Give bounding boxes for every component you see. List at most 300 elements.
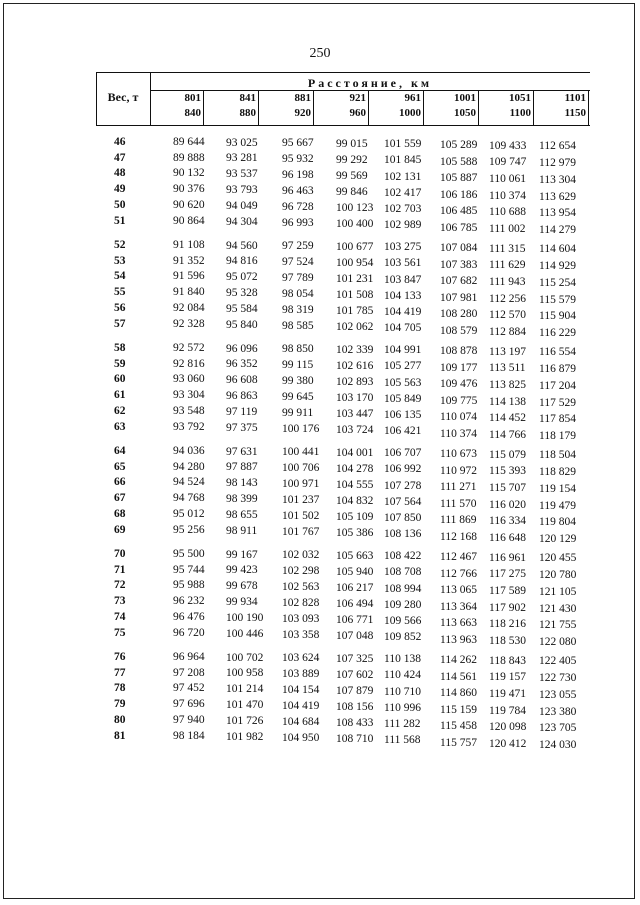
weight-cell: 55: [114, 286, 126, 299]
value-cell: 117 854: [539, 413, 576, 426]
value-cell: 107 048: [336, 629, 374, 642]
value-cell: 110 688: [489, 206, 526, 219]
value-cell: 93 304: [173, 389, 205, 402]
weight-cell: 48: [114, 167, 126, 180]
value-cell: 107 564: [384, 495, 422, 508]
value-cell: 90 376: [173, 183, 205, 196]
value-cell: 116 648: [489, 532, 526, 545]
value-cell: 102 032: [282, 549, 320, 562]
value-cell: 120 412: [489, 738, 527, 751]
weight-cell: 73: [114, 595, 126, 608]
value-cell: 105 588: [440, 155, 478, 168]
value-cell: 94 524: [173, 476, 205, 489]
value-cell: 100 677: [336, 240, 374, 253]
value-cell: 103 624: [282, 652, 320, 665]
weight-cell: 70: [114, 548, 126, 560]
value-cell: 116 229: [539, 327, 576, 340]
value-cell: 120 098: [489, 721, 527, 734]
value-cell: 113 954: [539, 207, 576, 220]
value-cell: 112 467: [440, 551, 477, 563]
value-cell: 100 400: [336, 217, 374, 230]
table-row: [0, 286, 640, 306]
value-cell: 101 785: [336, 304, 374, 317]
table-row: [0, 167, 640, 186]
value-cell: 95 012: [173, 507, 205, 520]
value-cell: 111 315: [489, 242, 526, 255]
weight-cell: 64: [114, 445, 126, 457]
value-cell: 91 840: [173, 286, 205, 299]
distance-column-header: [315, 91, 369, 126]
range-from: 841: [239, 92, 256, 104]
value-cell: 114 604: [539, 243, 576, 256]
value-cell: 93 548: [173, 404, 205, 417]
distance-column-header: [150, 91, 204, 126]
table-row: [0, 445, 640, 461]
table-row: [0, 507, 640, 529]
value-cell: 104 684: [282, 715, 320, 728]
value-cell: 108 994: [384, 582, 422, 595]
value-cell: 104 832: [336, 494, 374, 507]
value-cell: 95 584: [226, 302, 258, 315]
value-cell: 95 667: [282, 137, 314, 150]
table-row: [0, 651, 640, 667]
value-cell: 91 108: [173, 239, 205, 251]
value-cell: 117 902: [489, 601, 526, 614]
value-cell: 98 399: [226, 492, 258, 505]
table-row: [0, 214, 640, 237]
weight-cell: 57: [114, 317, 126, 330]
value-cell: 95 744: [173, 563, 205, 576]
value-cell: 118 530: [489, 635, 526, 648]
value-cell: 99 645: [282, 390, 314, 403]
value-cell: 106 217: [336, 581, 374, 594]
table-row: [0, 358, 640, 374]
value-cell: 105 386: [336, 526, 374, 539]
value-cell: 96 198: [282, 168, 314, 181]
value-cell: 113 963: [440, 633, 477, 646]
value-cell: 101 231: [336, 272, 374, 285]
value-cell: 93 025: [226, 136, 258, 149]
range-to: 840: [184, 107, 201, 119]
value-cell: 95 840: [226, 318, 258, 331]
weight-cell: 71: [114, 563, 126, 576]
value-cell: 93 281: [226, 152, 258, 165]
value-cell: 94 049: [226, 199, 258, 212]
weight-column-header: Вес, т: [107, 90, 139, 104]
distance-column-header: [425, 91, 479, 126]
value-cell: 100 176: [282, 422, 320, 435]
weight-cell: 54: [114, 270, 126, 283]
weight-cell: 66: [114, 476, 126, 489]
weight-cell: 47: [114, 151, 126, 164]
value-cell: 102 417: [384, 186, 422, 199]
value-cell: 106 785: [440, 221, 478, 234]
table-row: [0, 682, 640, 701]
value-cell: 119 154: [539, 482, 576, 495]
value-cell: 124 030: [539, 739, 577, 752]
value-cell: 95 072: [226, 271, 258, 284]
value-cell: 89 644: [173, 136, 205, 148]
table-row: [0, 317, 640, 340]
weight-cell: 75: [114, 626, 126, 639]
value-cell: 102 616: [336, 359, 374, 372]
value-cell: 118 216: [489, 618, 526, 631]
value-cell: 98 585: [282, 319, 314, 332]
value-cell: 115 707: [489, 481, 526, 494]
value-cell: 101 767: [282, 525, 320, 538]
range-from: 921: [349, 92, 366, 104]
weight-cell: 65: [114, 460, 126, 473]
value-cell: 112 766: [440, 567, 477, 580]
value-cell: 103 275: [384, 241, 422, 254]
value-cell: 102 298: [282, 565, 320, 578]
value-cell: 97 208: [173, 666, 205, 679]
value-cell: 95 256: [173, 523, 205, 536]
value-cell: 97 259: [282, 240, 314, 253]
value-cell: 118 179: [539, 430, 576, 443]
value-cell: 115 079: [489, 448, 526, 461]
value-cell: 92 084: [173, 301, 205, 314]
value-cell: 114 138: [489, 395, 526, 408]
value-cell: 99 167: [226, 548, 258, 561]
value-cell: 97 631: [226, 445, 258, 458]
weight-cell: 80: [114, 713, 126, 726]
value-cell: 117 204: [539, 379, 576, 392]
value-cell: 116 961: [489, 551, 526, 564]
value-cell: 115 904: [539, 310, 576, 323]
value-cell: 107 278: [384, 479, 422, 492]
table-row: [0, 389, 640, 409]
value-cell: 122 730: [539, 671, 577, 684]
table-row: [0, 461, 640, 477]
value-cell: 90 864: [173, 214, 205, 227]
weight-cell: 62: [114, 404, 126, 417]
value-cell: 121 755: [539, 619, 577, 632]
value-cell: 106 771: [336, 613, 374, 626]
table-row: [0, 301, 640, 323]
value-cell: 118 843: [489, 654, 526, 667]
table-row: [0, 183, 640, 203]
value-cell: 110 996: [384, 701, 421, 714]
value-cell: 114 279: [539, 224, 576, 237]
range-from: 1001: [454, 92, 476, 104]
value-cell: 89 888: [173, 151, 205, 164]
value-cell: 103 724: [336, 423, 374, 436]
value-cell: 94 280: [173, 460, 205, 473]
value-cell: 97 789: [282, 271, 314, 284]
value-cell: 94 304: [226, 215, 258, 228]
value-cell: 92 328: [173, 317, 205, 330]
value-cell: 108 579: [440, 324, 478, 337]
value-cell: 119 784: [489, 704, 526, 717]
value-cell: 105 109: [336, 510, 374, 523]
table-row: [0, 342, 640, 358]
value-cell: 102 131: [384, 170, 422, 183]
value-cell: 94 816: [226, 255, 258, 268]
value-cell: 96 993: [282, 216, 314, 229]
value-cell: 94 768: [173, 492, 205, 505]
value-cell: 103 170: [336, 391, 374, 404]
value-cell: 96 463: [282, 184, 314, 197]
weight-cell: 81: [114, 729, 126, 742]
value-cell: 105 563: [384, 376, 422, 389]
table-row: [0, 595, 640, 615]
value-cell: 102 989: [384, 219, 422, 231]
distance-column-header: [535, 91, 589, 126]
table-row: [0, 610, 640, 632]
value-cell: 96 964: [173, 651, 205, 663]
value-cell: 96 608: [226, 374, 258, 387]
value-cell: 112 570: [489, 309, 526, 322]
value-cell: 105 663: [336, 549, 374, 562]
value-cell: 100 971: [282, 477, 320, 490]
table-row: [0, 255, 640, 271]
value-cell: 114 929: [539, 259, 576, 272]
value-cell: 113 065: [440, 584, 477, 597]
table-row: [0, 420, 640, 443]
value-cell: 96 096: [226, 342, 258, 355]
value-cell: 120 455: [539, 552, 577, 565]
range-to: 880: [239, 107, 256, 119]
range-to: 1150: [564, 107, 586, 119]
value-cell: 115 159: [440, 703, 477, 716]
value-cell: 99 934: [226, 595, 258, 608]
value-cell: 100 958: [226, 667, 264, 680]
value-cell: 111 568: [384, 734, 421, 746]
table-row: [0, 713, 640, 735]
value-cell: 114 262: [440, 654, 477, 666]
value-cell: 93 793: [226, 183, 258, 196]
value-cell: 108 708: [384, 566, 422, 579]
value-cell: 111 629: [489, 259, 526, 272]
table-row: [0, 667, 640, 683]
value-cell: 113 511: [489, 362, 526, 375]
value-cell: 121 105: [539, 585, 577, 598]
value-cell: 113 663: [440, 617, 477, 630]
value-cell: 101 502: [282, 509, 320, 522]
distance-group-header: Расстояние, км: [307, 76, 433, 90]
value-cell: 110 138: [384, 653, 421, 666]
value-cell: 106 485: [440, 205, 478, 218]
value-cell: 109 747: [489, 156, 527, 169]
value-cell: 112 168: [440, 530, 477, 543]
weight-cell: 68: [114, 507, 126, 520]
value-cell: 110 424: [384, 669, 421, 682]
value-cell: 114 561: [440, 670, 477, 683]
weight-cell: 77: [114, 666, 126, 679]
value-cell: 107 850: [384, 511, 422, 524]
value-cell: 103 847: [384, 273, 422, 286]
distance-column-header: [260, 91, 314, 126]
value-cell: 98 054: [282, 287, 314, 300]
value-cell: 94 560: [226, 239, 258, 252]
table-row: [0, 239, 640, 255]
value-cell: 104 419: [384, 305, 422, 318]
range-from: 881: [294, 92, 311, 104]
value-cell: 110 374: [440, 427, 477, 440]
weight-cell: 46: [114, 136, 126, 148]
table-row: [0, 270, 640, 289]
value-cell: 106 186: [440, 188, 478, 201]
value-cell: 104 950: [282, 731, 320, 744]
value-cell: 117 589: [489, 584, 526, 597]
value-cell: 101 470: [226, 698, 264, 711]
weight-cell: 51: [114, 214, 126, 227]
value-cell: 104 555: [336, 478, 374, 491]
value-cell: 111 869: [440, 514, 477, 527]
value-cell: 96 720: [173, 626, 205, 639]
value-cell: 107 084: [440, 242, 478, 254]
value-cell: 95 988: [173, 579, 205, 592]
weight-cell: 76: [114, 651, 126, 663]
value-cell: 99 846: [336, 185, 368, 198]
value-cell: 110 074: [440, 411, 477, 424]
value-cell: 105 277: [384, 360, 422, 373]
table-row: [0, 373, 640, 392]
value-cell: 104 705: [384, 322, 422, 334]
value-cell: 105 887: [440, 172, 478, 185]
weight-cell: 53: [114, 254, 126, 267]
value-cell: 97 940: [173, 713, 205, 726]
value-cell: 110 972: [440, 464, 477, 477]
table-row: [0, 626, 640, 649]
table-row: [0, 404, 640, 426]
value-cell: 100 123: [336, 201, 374, 214]
value-cell: 116 554: [539, 346, 576, 359]
value-cell: 96 352: [226, 358, 258, 371]
range-to: 960: [349, 107, 366, 119]
value-cell: 115 393: [489, 465, 526, 478]
range-to: 1050: [454, 107, 476, 119]
value-cell: 98 911: [226, 524, 258, 537]
weight-cell: 59: [114, 357, 126, 370]
value-cell: 103 561: [384, 257, 422, 270]
value-cell: 107 879: [336, 684, 374, 697]
weight-cell: 58: [114, 342, 126, 354]
value-cell: 113 304: [539, 173, 576, 186]
value-cell: 119 804: [539, 516, 576, 529]
value-cell: 102 563: [282, 580, 320, 593]
value-cell: 102 828: [282, 596, 320, 609]
table-row: [0, 579, 640, 598]
value-cell: 109 177: [440, 361, 478, 374]
value-cell: 102 339: [336, 343, 374, 356]
value-cell: 102 703: [384, 202, 422, 215]
value-cell: 100 441: [282, 446, 320, 459]
weight-cell: 50: [114, 198, 126, 211]
value-cell: 105 849: [384, 392, 422, 405]
value-cell: 96 476: [173, 610, 205, 623]
weight-cell: 67: [114, 492, 126, 505]
weight-cell: 49: [114, 183, 126, 196]
distance-column-header: [480, 91, 534, 126]
value-cell: 97 696: [173, 698, 205, 711]
range-from: 1051: [509, 92, 531, 104]
value-cell: 97 452: [173, 682, 205, 695]
value-cell: 109 433: [489, 139, 527, 152]
value-cell: 101 982: [226, 730, 264, 743]
value-cell: 101 214: [226, 683, 264, 696]
table-row: [0, 476, 640, 495]
value-cell: 111 002: [489, 223, 526, 236]
value-cell: 99 423: [226, 564, 258, 577]
value-cell: 118 504: [539, 449, 576, 462]
value-cell: 108 422: [384, 550, 422, 563]
value-cell: 101 559: [384, 138, 422, 151]
weight-cell: 63: [114, 420, 126, 433]
value-cell: 110 673: [440, 448, 477, 460]
value-cell: 113 197: [489, 345, 526, 358]
value-cell: 114 766: [489, 429, 526, 442]
value-cell: 103 358: [282, 628, 320, 641]
value-cell: 111 271: [440, 481, 477, 494]
value-cell: 104 001: [336, 446, 374, 459]
value-cell: 90 620: [173, 198, 205, 211]
value-cell: 97 375: [226, 421, 258, 434]
value-cell: 102 893: [336, 375, 374, 388]
value-cell: 98 319: [282, 303, 314, 316]
value-cell: 123 380: [539, 705, 577, 718]
value-cell: 105 940: [336, 565, 374, 578]
value-cell: 116 020: [489, 498, 526, 511]
value-cell: 113 629: [539, 190, 576, 203]
value-cell: 112 979: [539, 156, 576, 169]
value-cell: 96 863: [226, 389, 258, 402]
weight-cell: 74: [114, 610, 126, 623]
value-cell: 109 566: [384, 614, 422, 627]
value-cell: 92 572: [173, 342, 205, 354]
value-cell: 99 380: [282, 374, 314, 387]
value-cell: 104 991: [384, 344, 422, 357]
table-row: [0, 492, 640, 512]
value-cell: 116 879: [539, 362, 576, 375]
weight-cell: 61: [114, 389, 126, 402]
value-cell: 109 852: [384, 631, 422, 643]
value-cell: 98 143: [226, 477, 258, 490]
table-row: [0, 729, 640, 752]
value-cell: 97 524: [282, 256, 314, 269]
value-cell: 107 325: [336, 652, 374, 665]
value-cell: 106 421: [384, 425, 422, 437]
range-to: 1000: [399, 107, 421, 119]
value-cell: 98 184: [173, 729, 205, 742]
value-cell: 99 569: [336, 169, 368, 182]
value-cell: 115 757: [440, 736, 477, 749]
range-from: 1101: [564, 92, 586, 104]
value-cell: 120 129: [539, 533, 577, 546]
value-cell: 122 405: [539, 655, 577, 668]
value-cell: 98 655: [226, 508, 258, 521]
value-cell: 92 816: [173, 357, 205, 370]
value-cell: 102 062: [336, 320, 374, 333]
value-cell: 99 678: [226, 580, 258, 593]
value-cell: 104 133: [384, 289, 422, 302]
value-cell: 113 364: [440, 600, 477, 613]
table-row: [0, 698, 640, 718]
value-cell: 101 845: [384, 154, 422, 167]
value-cell: 97 887: [226, 461, 258, 474]
value-cell: 112 256: [489, 292, 526, 305]
value-cell: 119 471: [489, 687, 526, 700]
value-cell: 108 156: [336, 700, 374, 713]
value-cell: 101 237: [282, 493, 320, 506]
value-cell: 107 981: [440, 291, 478, 304]
value-cell: 91 352: [173, 254, 205, 267]
page-number: 250: [309, 46, 331, 61]
value-cell: 122 080: [539, 636, 577, 649]
value-cell: 107 682: [440, 275, 478, 288]
range-to: 1100: [509, 107, 531, 119]
